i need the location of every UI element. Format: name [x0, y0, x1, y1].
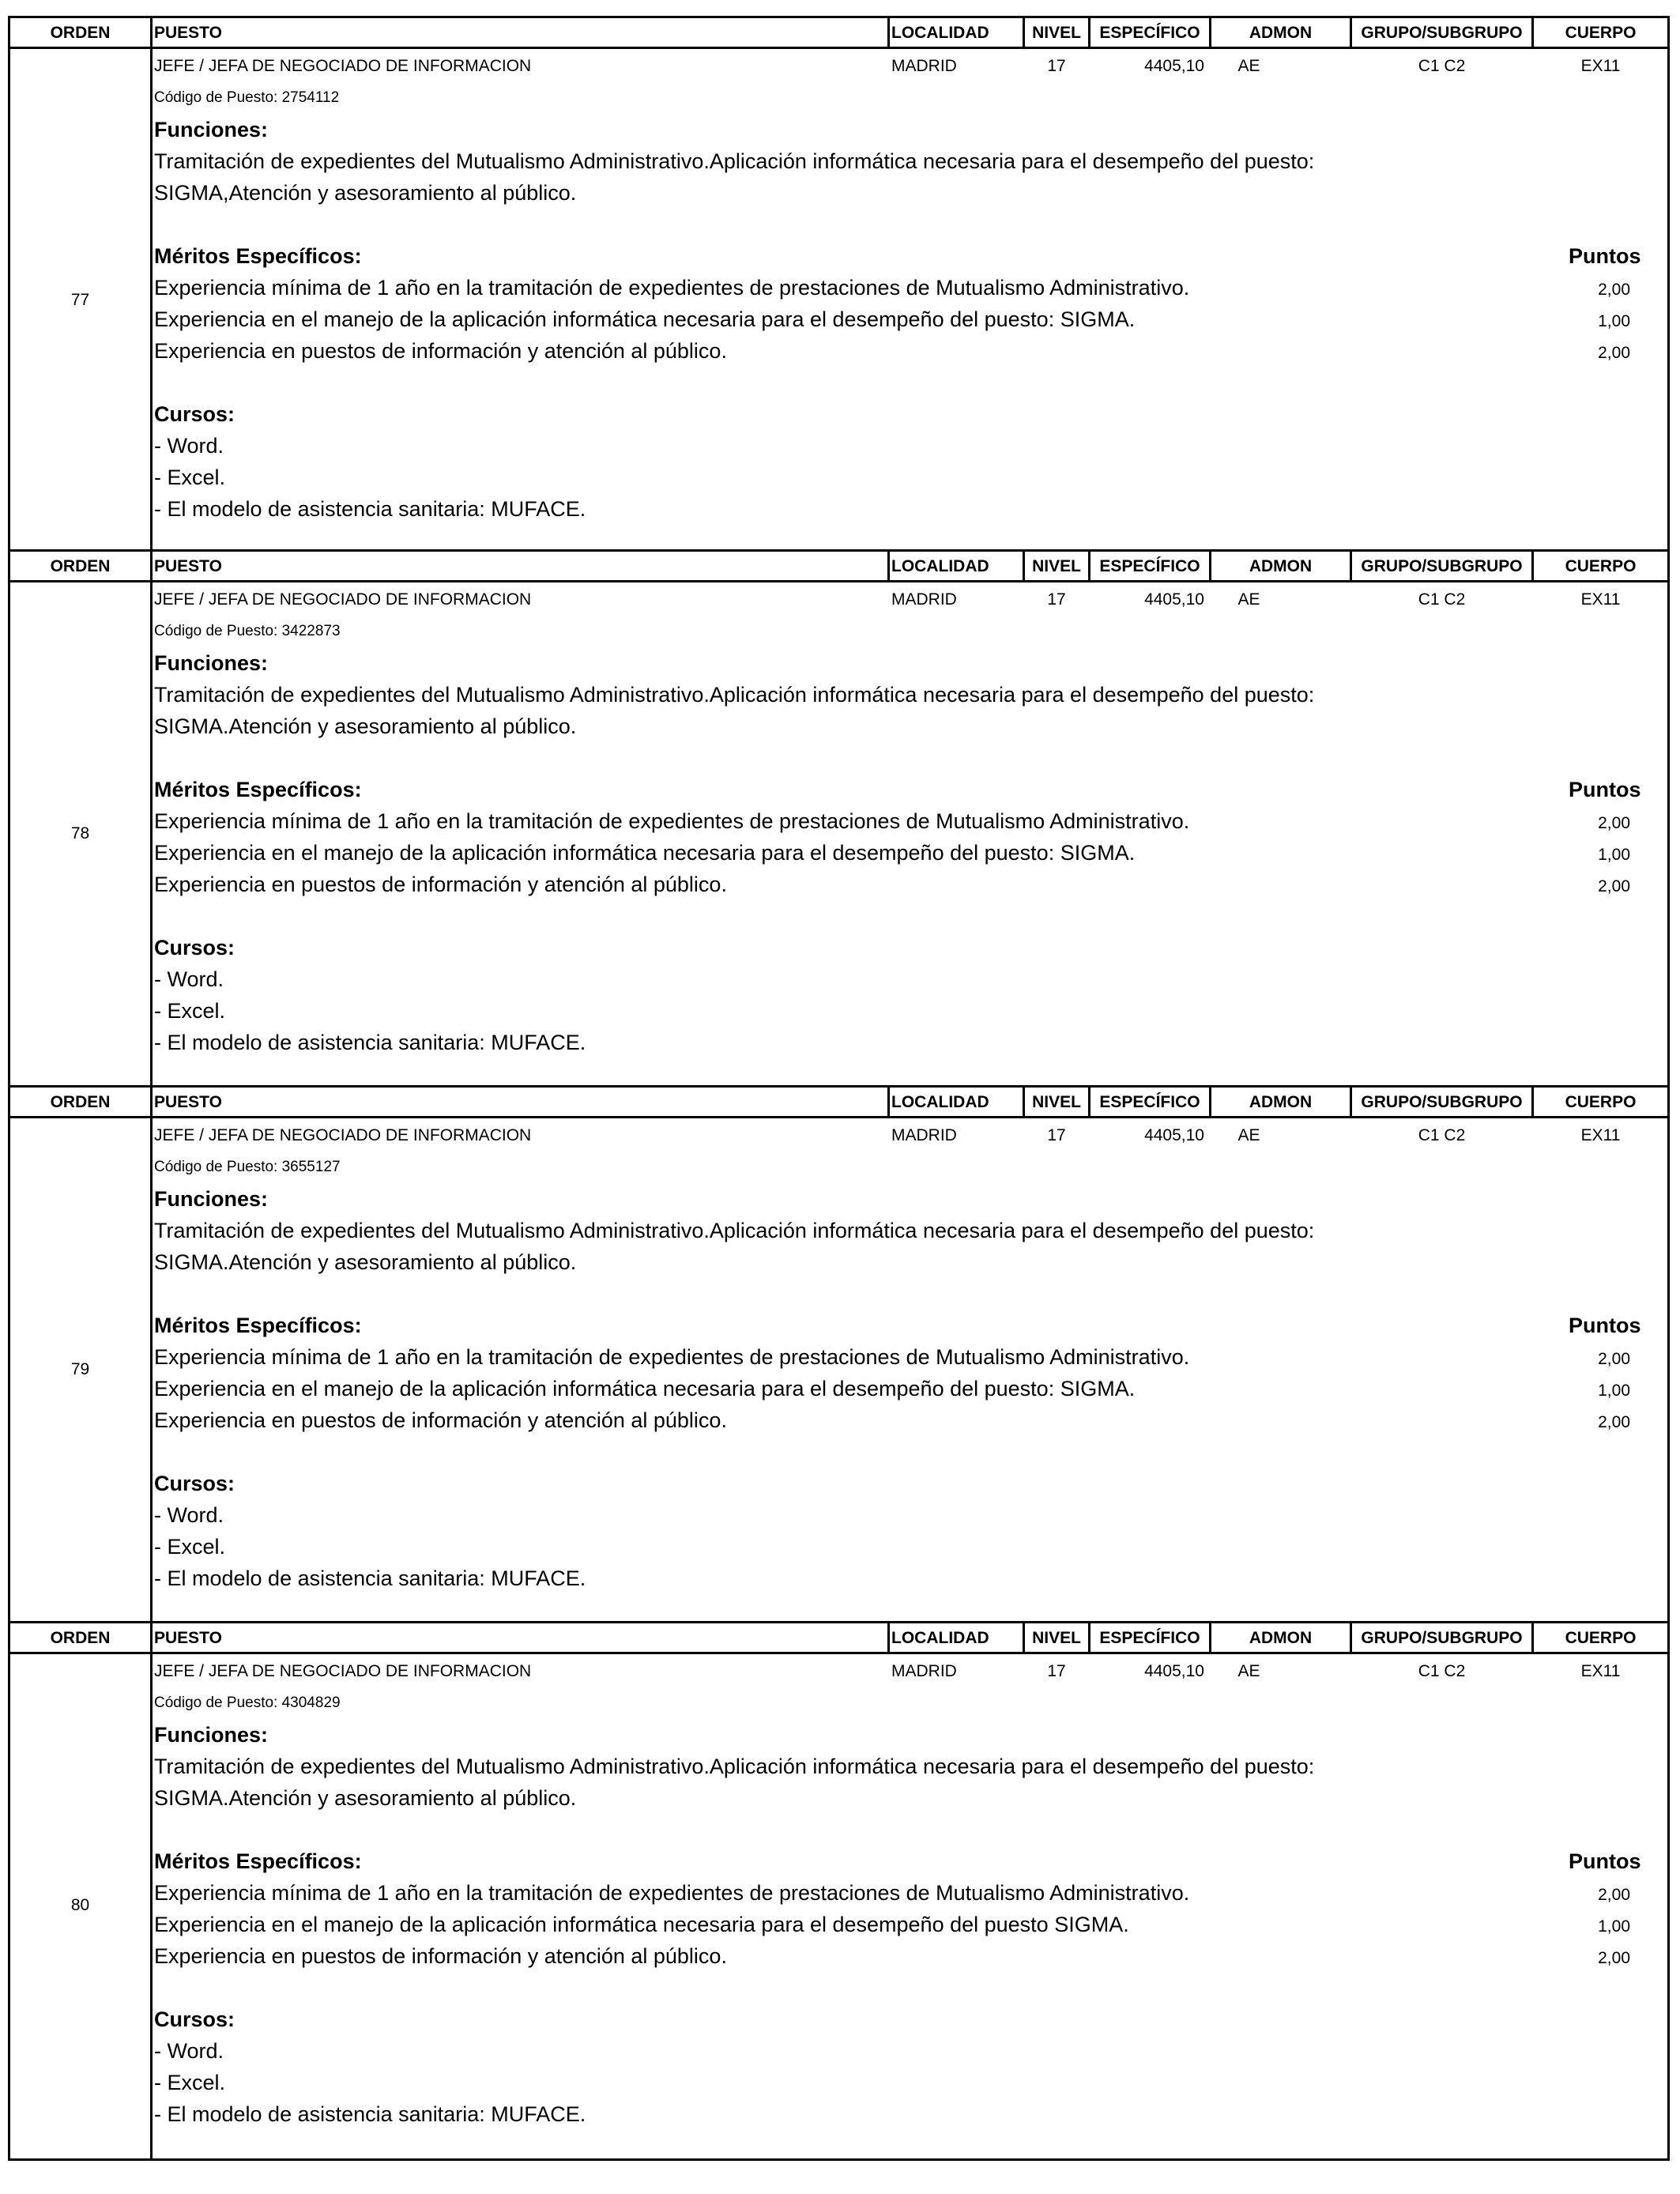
- funciones-line-2: SIGMA.Atención y asesoramiento al público.: [154, 714, 577, 738]
- grupo-value: C1 C2: [1418, 1662, 1466, 1680]
- header-especifico: ESPECÍFICO: [1099, 1093, 1200, 1111]
- merito-puntos: 2,00: [1598, 1886, 1630, 1904]
- entry-block: [8, 16, 1670, 552]
- header-admon: ADMON: [1249, 1093, 1313, 1111]
- funciones-label: Funciones:: [154, 1187, 269, 1211]
- especifico-value: 4405,10: [1144, 1126, 1204, 1144]
- header-localidad: LOCALIDAD: [891, 24, 989, 42]
- especifico-value: 4405,10: [1144, 57, 1204, 75]
- funciones-label: Funciones:: [154, 1723, 269, 1747]
- cursos-label: Cursos:: [154, 1472, 235, 1495]
- curso-item: - Word.: [154, 434, 224, 458]
- cursos-label: Cursos:: [154, 402, 235, 426]
- header-nivel: NIVEL: [1032, 557, 1081, 575]
- header-grupo: GRUPO/SUBGRUPO: [1361, 1629, 1523, 1647]
- header-admon: ADMON: [1249, 24, 1313, 42]
- merito-text: Experiencia en el manejo de la aplicación informática necesaria para el desempeño del puesto: SIGMA.: [154, 841, 1136, 865]
- grupo-value: C1 C2: [1418, 1126, 1466, 1144]
- header-row: [10, 18, 1667, 49]
- curso-item: - Word.: [154, 967, 224, 991]
- localidad-value: MADRID: [891, 1662, 957, 1680]
- curso-item: - Excel.: [154, 1535, 226, 1559]
- merito-text: Experiencia en el manejo de la aplicación informática necesaria para el desempeño del puesto SIGMA.: [154, 1913, 1129, 1936]
- funciones-label: Funciones:: [154, 651, 269, 675]
- header-nivel: NIVEL: [1032, 1629, 1081, 1647]
- puntos-label: Puntos: [1569, 778, 1641, 801]
- puesto-value: JEFE / JEFA DE NEGOCIADO DE INFORMACION: [154, 1126, 532, 1144]
- merito-puntos: 1,00: [1598, 312, 1630, 330]
- curso-item: - Excel.: [154, 2071, 226, 2094]
- curso-item: - Excel.: [154, 466, 226, 489]
- grupo-value: C1 C2: [1418, 57, 1466, 75]
- header-admon: ADMON: [1249, 557, 1313, 575]
- header-especifico: ESPECÍFICO: [1099, 24, 1200, 42]
- header-row: [10, 1088, 1667, 1118]
- funciones-line-1: Tramitación de expedientes del Mutualismo Administrativo.Aplicación informática necesaria para el desempeño del puesto:: [154, 149, 1315, 173]
- header-nivel: NIVEL: [1032, 1093, 1081, 1111]
- funciones-line-1: Tramitación de expedientes del Mutualismo Administrativo.Aplicación informática necesaria para el desempeño del puesto:: [154, 1755, 1315, 1778]
- codigo-puesto: Código de Puesto: 4304829: [154, 1695, 341, 1711]
- funciones-line-1: Tramitación de expedientes del Mutualismo Administrativo.Aplicación informática necesaria para el desempeño del puesto:: [154, 683, 1315, 707]
- merito-text: Experiencia mínima de 1 año en la tramitación de expedientes de prestaciones de Mutualismo Administrativo.: [154, 1345, 1190, 1369]
- grupo-value: C1 C2: [1418, 590, 1466, 609]
- merito-text: Experiencia en el manejo de la aplicación informática necesaria para el desempeño del puesto: SIGMA.: [154, 307, 1136, 331]
- puntos-label: Puntos: [1569, 244, 1641, 268]
- header-orden: ORDEN: [50, 557, 111, 575]
- meritos-label: Méritos Específicos:: [154, 778, 362, 801]
- curso-item: - El modelo de asistencia sanitaria: MUFACE.: [154, 2102, 586, 2126]
- cuerpo-value: EX11: [1580, 1662, 1621, 1680]
- puesto-value: JEFE / JEFA DE NEGOCIADO DE INFORMACION: [154, 1662, 532, 1680]
- nivel-value: 17: [1047, 1662, 1066, 1680]
- header-cuerpo: CUERPO: [1565, 1093, 1637, 1111]
- puesto-value: JEFE / JEFA DE NEGOCIADO DE INFORMACION: [154, 590, 532, 609]
- curso-item: - El modelo de asistencia sanitaria: MUFACE.: [154, 1031, 586, 1054]
- nivel-value: 17: [1047, 57, 1066, 75]
- merito-text: Experiencia en puestos de información y atención al público.: [154, 339, 727, 363]
- localidad-value: MADRID: [891, 57, 957, 75]
- merito-text: Experiencia en puestos de información y atención al público.: [154, 1408, 727, 1432]
- localidad-value: MADRID: [891, 1126, 957, 1144]
- merito-puntos: 2,00: [1598, 1350, 1630, 1368]
- header-orden: ORDEN: [50, 1629, 111, 1647]
- merito-puntos: 1,00: [1598, 1382, 1630, 1400]
- header-puesto: PUESTO: [154, 557, 222, 575]
- curso-item: - Word.: [154, 1503, 224, 1527]
- cuerpo-value: EX11: [1580, 1126, 1621, 1144]
- header-localidad: LOCALIDAD: [891, 557, 989, 575]
- merito-text: Experiencia en el manejo de la aplicación informática necesaria para el desempeño del puesto: SIGMA.: [154, 1377, 1136, 1400]
- entry-block: [8, 1623, 1670, 2161]
- orden-number: 79: [70, 1360, 90, 1378]
- curso-item: - Word.: [154, 2039, 224, 2063]
- entry-block: [8, 552, 1670, 1088]
- cuerpo-value: EX11: [1580, 57, 1621, 75]
- nivel-value: 17: [1047, 590, 1066, 609]
- merito-puntos: 1,00: [1598, 846, 1630, 864]
- admon-value: AE: [1237, 57, 1260, 75]
- especifico-value: 4405,10: [1144, 590, 1204, 609]
- header-especifico: ESPECÍFICO: [1099, 1629, 1200, 1647]
- puntos-label: Puntos: [1569, 1314, 1641, 1337]
- header-row: [10, 1623, 1667, 1654]
- merito-puntos: 2,00: [1598, 877, 1630, 895]
- header-grupo: GRUPO/SUBGRUPO: [1361, 557, 1523, 575]
- meritos-label: Méritos Específicos:: [154, 244, 362, 268]
- nivel-value: 17: [1047, 1126, 1066, 1144]
- header-localidad: LOCALIDAD: [891, 1629, 989, 1647]
- merito-puntos: 2,00: [1598, 344, 1630, 362]
- funciones-label: Funciones:: [154, 118, 269, 141]
- cuerpo-value: EX11: [1580, 590, 1621, 609]
- header-row: [10, 552, 1667, 582]
- merito-text: Experiencia en puestos de información y atención al público.: [154, 873, 727, 896]
- puntos-label: Puntos: [1569, 1849, 1641, 1873]
- funciones-line-2: SIGMA.Atención y asesoramiento al público.: [154, 1250, 577, 1274]
- header-cuerpo: CUERPO: [1565, 1629, 1637, 1647]
- header-localidad: LOCALIDAD: [891, 1093, 989, 1111]
- header-grupo: GRUPO/SUBGRUPO: [1361, 1093, 1523, 1111]
- merito-text: Experiencia en puestos de información y atención al público.: [154, 1944, 727, 1968]
- header-puesto: PUESTO: [154, 1629, 222, 1647]
- header-orden: ORDEN: [50, 24, 111, 42]
- cursos-label: Cursos:: [154, 936, 235, 959]
- cursos-label: Cursos:: [154, 2007, 235, 2031]
- entry-block: [8, 1088, 1670, 1623]
- header-admon: ADMON: [1249, 1629, 1313, 1647]
- admon-value: AE: [1237, 1126, 1260, 1144]
- especifico-value: 4405,10: [1144, 1662, 1204, 1680]
- orden-number: 80: [70, 1896, 90, 1914]
- header-cuerpo: CUERPO: [1565, 24, 1637, 42]
- orden-number: 77: [70, 291, 90, 309]
- codigo-puesto: Código de Puesto: 3422873: [154, 623, 341, 639]
- header-orden: ORDEN: [50, 1093, 111, 1111]
- puesto-value: JEFE / JEFA DE NEGOCIADO DE INFORMACION: [154, 57, 532, 75]
- admon-value: AE: [1237, 1662, 1260, 1680]
- header-puesto: PUESTO: [154, 24, 222, 42]
- merito-text: Experiencia mínima de 1 año en la tramitación de expedientes de prestaciones de Mutualismo Administrativo.: [154, 1881, 1190, 1905]
- merito-puntos: 1,00: [1598, 1917, 1630, 1936]
- header-especifico: ESPECÍFICO: [1099, 557, 1200, 575]
- merito-text: Experiencia mínima de 1 año en la tramitación de expedientes de prestaciones de Mutualismo Administrativo.: [154, 276, 1190, 300]
- merito-puntos: 2,00: [1598, 814, 1630, 832]
- funciones-line-2: SIGMA.Atención y asesoramiento al público.: [154, 1786, 577, 1810]
- admon-value: AE: [1237, 590, 1260, 609]
- curso-item: - Excel.: [154, 999, 226, 1023]
- merito-puntos: 2,00: [1598, 1413, 1630, 1431]
- codigo-puesto: Código de Puesto: 3655127: [154, 1159, 341, 1175]
- merito-puntos: 2,00: [1598, 1949, 1630, 1967]
- curso-item: - El modelo de asistencia sanitaria: MUFACE.: [154, 497, 586, 521]
- header-puesto: PUESTO: [154, 1093, 222, 1111]
- funciones-line-2: SIGMA,Atención y asesoramiento al público.: [154, 181, 577, 205]
- funciones-line-1: Tramitación de expedientes del Mutualismo Administrativo.Aplicación informática necesaria para el desempeño del puesto:: [154, 1219, 1315, 1242]
- curso-item: - El modelo de asistencia sanitaria: MUFACE.: [154, 1566, 586, 1590]
- header-nivel: NIVEL: [1032, 24, 1081, 42]
- codigo-puesto: Código de Puesto: 2754112: [154, 89, 340, 106]
- orden-number: 78: [70, 824, 90, 843]
- meritos-label: Méritos Específicos:: [154, 1314, 362, 1337]
- merito-puntos: 2,00: [1598, 281, 1630, 299]
- meritos-label: Méritos Específicos:: [154, 1849, 362, 1873]
- localidad-value: MADRID: [891, 590, 957, 609]
- header-grupo: GRUPO/SUBGRUPO: [1361, 24, 1523, 42]
- header-cuerpo: CUERPO: [1565, 557, 1637, 575]
- merito-text: Experiencia mínima de 1 año en la tramitación de expedientes de prestaciones de Mutualismo Administrativo.: [154, 809, 1190, 833]
